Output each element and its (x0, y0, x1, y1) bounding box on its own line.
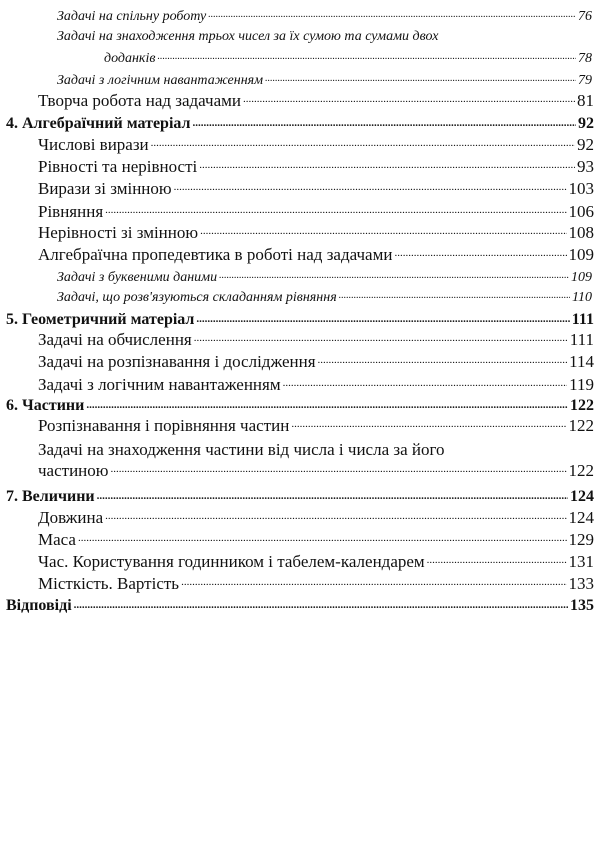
toc-entry-page: 122 (568, 461, 594, 480)
toc-entry-page: 78 (578, 51, 592, 66)
toc-entry-capacity-cost[interactable] (38, 572, 594, 594)
toc-entry-creative-work[interactable] (38, 89, 594, 111)
toc-entry-title: частиною (38, 461, 109, 480)
toc-entry-page: 103 (568, 179, 594, 198)
toc-entry-page: 124 (570, 488, 594, 505)
toc-entry-title: Нерівності зі змінною (38, 223, 199, 242)
dot-leader (193, 112, 576, 128)
toc-entry-equations[interactable] (38, 200, 594, 222)
toc-section-title: 7. Величини (6, 488, 95, 505)
dot-leader (110, 459, 566, 476)
toc-entry-length[interactable] (38, 506, 594, 528)
dot-leader (196, 308, 569, 324)
dot-leader (157, 48, 576, 62)
dot-leader (219, 267, 569, 281)
toc-entry-page: 131 (568, 552, 594, 571)
toc-entry-page: 133 (568, 574, 594, 593)
dot-leader (181, 572, 566, 589)
toc-entry-page: 93 (577, 157, 594, 176)
toc-entry-calculation-tasks[interactable] (38, 328, 594, 350)
toc-entry-title: Вирази зі змінною (38, 179, 172, 198)
toc-entry-title: Рівняння (38, 202, 104, 221)
dot-leader (105, 506, 566, 523)
toc-entry-numeric-expressions[interactable] (38, 133, 594, 155)
dot-leader (427, 550, 567, 567)
toc-entry-page: 124 (568, 508, 594, 527)
dot-leader (283, 373, 568, 390)
toc-section-title: 5. Геометричний матеріал (6, 311, 195, 328)
dot-leader (151, 133, 575, 150)
dot-leader (74, 594, 568, 610)
toc-entry-title: Задачі, що розв'язуються складанням рівняння (57, 290, 337, 305)
toc-entry-title: доданків (104, 51, 156, 66)
dot-leader (291, 414, 566, 431)
toc-entry-page: 119 (569, 375, 594, 394)
toc-entry-equalities[interactable] (38, 155, 594, 177)
toc-entry-part-of-number[interactable] (38, 459, 594, 481)
toc-entry-inequalities-variable[interactable] (38, 221, 594, 243)
toc-entry-title: Розпізнавання і порівняння частин (38, 416, 290, 435)
toc-entry-page: 81 (577, 91, 594, 110)
toc-entry-solved-by-equation[interactable] (57, 287, 592, 306)
toc-entry-algebraic-propaedeutics[interactable] (38, 243, 594, 265)
dot-leader (105, 200, 566, 217)
toc-entry-title: Задачі на розпізнавання і дослідження (38, 352, 316, 371)
dot-leader (78, 528, 567, 545)
toc-entry-page: 129 (568, 530, 594, 549)
dot-leader (265, 70, 576, 84)
dot-leader (200, 221, 566, 238)
toc-entry-compare-parts[interactable] (38, 414, 594, 436)
toc-entry-title: Творча робота над задачами (38, 91, 241, 110)
toc-entry-page: 109 (568, 245, 594, 264)
toc-section-geometric[interactable] (6, 308, 594, 329)
toc-entry-title: Довжина (38, 508, 104, 527)
dot-leader (97, 485, 568, 501)
toc-section-algebraic[interactable] (6, 112, 594, 133)
toc-entry-title: Алгебраїчна пропедевтика в роботі над задачами (38, 245, 393, 264)
toc-entry-title: Місткість. Вартість (38, 574, 180, 593)
toc-section-quantities[interactable] (6, 485, 594, 506)
toc-entry-title: Задачі на обчислення (38, 330, 192, 349)
toc-entry-variable-expressions[interactable] (38, 177, 594, 199)
dot-leader (86, 394, 568, 410)
toc-entry-title: Маса (38, 530, 76, 549)
toc-entry-letter-data[interactable] (57, 267, 592, 286)
toc-entry-page: 122 (570, 397, 594, 414)
toc-entry-title: Час. Користування годинником і табелем-календарем (38, 552, 425, 571)
toc-entry-title: Числові вирази (38, 135, 149, 154)
toc-entry-title: Рівності та нерівності (38, 157, 198, 176)
toc-entry-page: 114 (569, 352, 594, 371)
toc-entry-part-of-number-line1: Задачі на знаходження частини від числа і числа за його (38, 440, 445, 459)
toc-entry-page: 135 (570, 597, 594, 614)
toc-entry-page: 79 (578, 73, 592, 88)
toc-section-title: 4. Алгебраїчний матеріал (6, 115, 191, 132)
toc-entry-page: 111 (569, 330, 594, 349)
toc-entry-page: 109 (571, 270, 592, 285)
toc-entry-title: Задачі з логічним навантаженням (57, 73, 264, 88)
toc-entry-title: Задачі з логічним навантаженням (38, 375, 281, 394)
toc-entry-page: 92 (578, 115, 594, 132)
toc-entry-recognition-tasks[interactable] (38, 350, 594, 372)
dot-leader (394, 243, 566, 260)
dot-leader (243, 89, 575, 106)
toc-entry-logical-load-geometry[interactable] (38, 373, 594, 395)
toc-entry-page: 108 (568, 223, 594, 242)
toc-entry-joint-work[interactable] (57, 6, 592, 25)
toc-entry-page: 76 (578, 9, 592, 24)
toc-entry-page: 111 (571, 311, 594, 328)
dot-leader (194, 328, 568, 345)
toc-entry-three-numbers-line1: Задачі на знаходження трьох чисел за їх сумою та сумами двох (57, 29, 439, 44)
toc-entry-three-numbers[interactable] (104, 48, 592, 67)
dot-leader (208, 6, 576, 20)
toc-entry-page: 122 (568, 416, 594, 435)
dot-leader (339, 287, 570, 301)
toc-entry-title: Задачі на спільну роботу (57, 9, 207, 24)
toc-entry-page: 106 (568, 202, 594, 221)
toc-entry-page: 92 (577, 135, 594, 154)
toc-entry-time[interactable] (38, 550, 594, 572)
toc-section-parts[interactable] (6, 394, 594, 415)
dot-leader (174, 177, 567, 194)
toc-entry-mass[interactable] (38, 528, 594, 550)
toc-entry-logical-load[interactable] (57, 70, 592, 89)
dot-leader (199, 155, 575, 172)
dot-leader (318, 350, 568, 367)
toc-entry-title: Задачі з буквеними даними (57, 270, 218, 285)
toc-section-answers[interactable] (6, 594, 594, 615)
toc-section-title: 6. Частини (6, 397, 85, 414)
toc-section-title: Відповіді (6, 597, 72, 614)
toc-entry-page: 110 (572, 290, 592, 305)
